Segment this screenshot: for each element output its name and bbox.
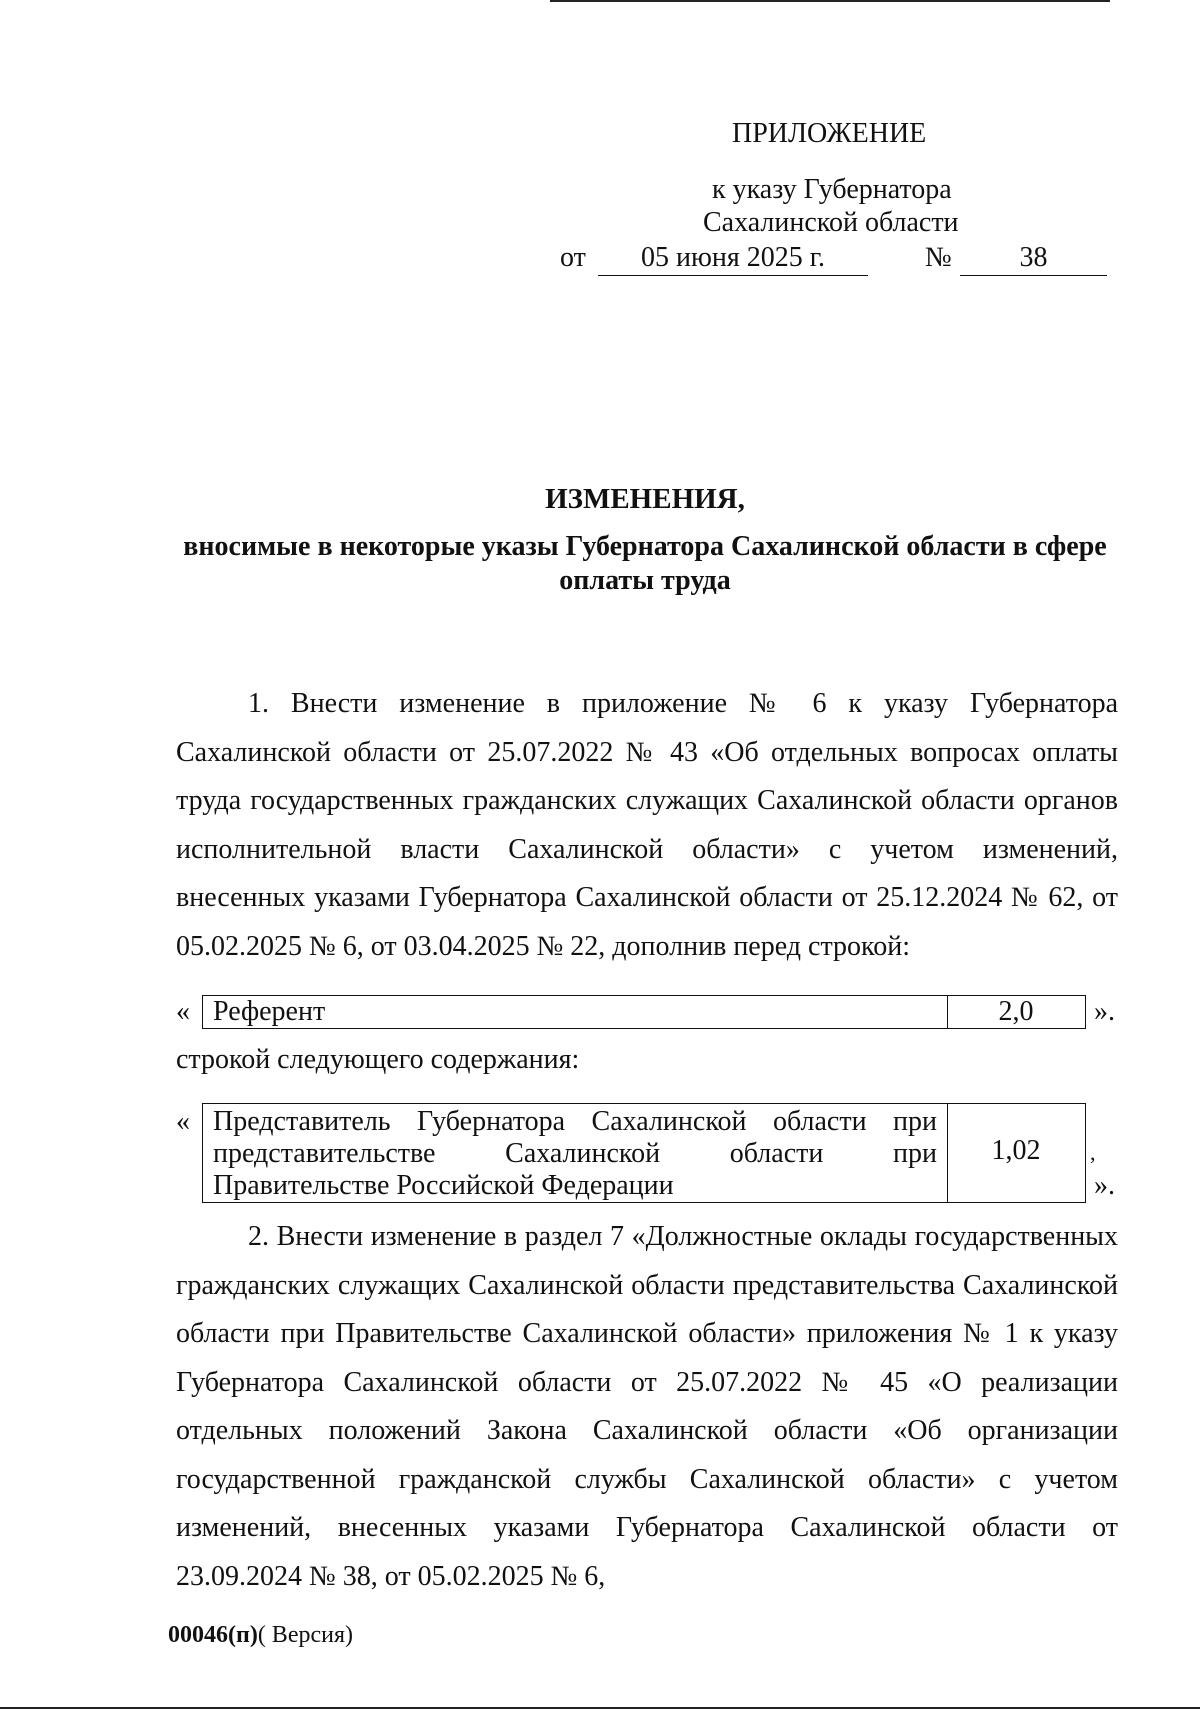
table1-position: Референт <box>213 996 326 1027</box>
heading-title: ИЗМЕНЕНИЯ, <box>545 483 745 515</box>
decree-number: 38 <box>960 242 1107 276</box>
table2-open-quote: « <box>176 1106 190 1137</box>
table1-close-quote: ». <box>1094 996 1115 1027</box>
decree-date: 05 июня 2025 г. <box>598 242 868 276</box>
table1-coefficient: 2,0 <box>998 996 1034 1027</box>
table2-position <box>213 1106 937 1202</box>
document-heading <box>170 482 1120 598</box>
appendix-to-decree: к указу Губернатора <box>712 174 952 205</box>
table2-comma: , <box>1090 1140 1096 1165</box>
table2-coefficient: 1,02 <box>991 1135 1041 1166</box>
following-text: строкой следующего содержания: <box>176 1044 580 1075</box>
appendix-date-line <box>560 242 1100 278</box>
footer-version <box>168 1622 353 1649</box>
table2-row <box>202 1103 1086 1203</box>
table1-row <box>202 995 1086 1029</box>
heading-subtitle: вносимые в некоторые указы Губернатора Сахалинской области в сфере оплаты труда <box>183 531 1107 596</box>
footer-version-label: ( Версия) <box>257 1622 353 1648</box>
appendix-region: Сахалинской области <box>703 207 959 238</box>
paragraph-2: 2. Внести изменение в раздел 7 «Должностные оклады государственных гражданских служащих Сахалинской области представительства Сахалинской области при Правительстве Сахалинской области» приложения № 1 к указу Губернатора Сахалинской области от 25.07.2022 № 45 «О реализации отдельных положений Закона Сахалинской области «Об организации государственной гражданской службы Сахалинской области» с учетом изменений, внесенных указами Губернатора Сахалинской области от 23.09.2024 № 38, от 05.02.2025 № 6, <box>176 1221 1118 1592</box>
table2-position-line3: Правительстве Российской Федерации <box>213 1170 674 1201</box>
appendix-title: ПРИЛОЖЕНИЕ <box>732 118 927 149</box>
bottom-border-line <box>0 1707 1200 1709</box>
table1-open-quote: « <box>176 996 190 1027</box>
paragraph-1: 1. Внести изменение в приложение № 6 к указу Губернатора Сахалинской области от 25.07.2022 № 43 «Об отдельных вопросах оплаты труда государственных гражданских служащих Сахалинской области органов исполнительной власти Сахалинской области» с учетом изменений, внесенных указами Губернатора Сахалинской области от 25.12.2024 № 62, от 05.02.2025 № 6, от 03.04.2025 № 22, дополнив перед строкой: <box>176 688 1118 962</box>
table2-position-line1: Представитель Губернатора Сахалинской области при <box>213 1106 937 1137</box>
footer-code: 00046(п) <box>168 1622 258 1648</box>
table2-position-line2: представительстве Сахалинской области при <box>213 1138 937 1169</box>
number-label: № <box>925 242 952 273</box>
table2-close-quote: ». <box>1094 1170 1115 1201</box>
from-label: от <box>560 242 586 273</box>
top-border-line <box>550 0 1110 2</box>
